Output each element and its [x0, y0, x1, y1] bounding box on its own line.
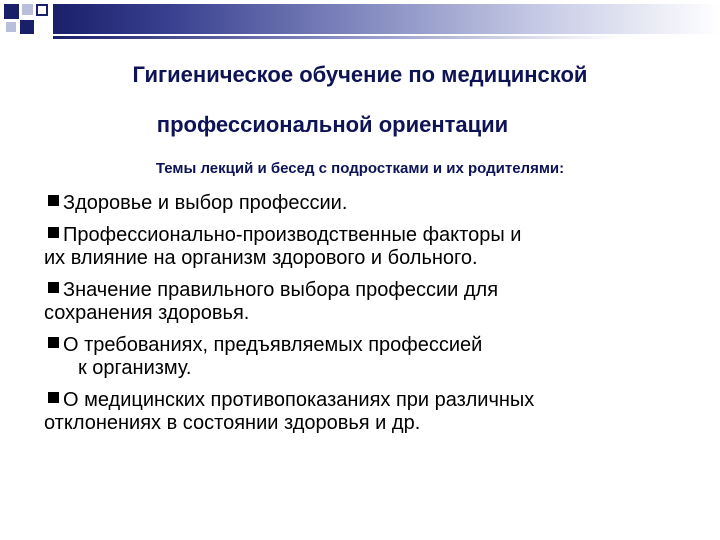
- decor-square: [6, 22, 16, 32]
- square-bullet-icon: [48, 392, 59, 403]
- header-gradient-band: [53, 4, 720, 34]
- topic-list: [44, 192, 704, 444]
- title-line-1: Гигиеническое обучение по медицинской: [132, 62, 588, 87]
- square-bullet-icon: [48, 282, 59, 293]
- decor-square: [36, 4, 48, 16]
- slide-title: [0, 50, 720, 150]
- topic-text-continued: их влияние на организм здорового и больного.: [44, 247, 478, 269]
- decor-square: [4, 4, 19, 19]
- topic-text-continued: отклонениях в состоянии здоровья и др.: [44, 412, 421, 434]
- topic-text: О медицинских противопоказаниях при различных: [63, 389, 535, 411]
- list-item: [44, 192, 704, 215]
- list-item: [44, 334, 704, 380]
- list-item: [44, 389, 704, 435]
- topic-text-continued: сохранения здоровья.: [44, 302, 250, 324]
- topic-text: Профессионально-производственные факторы и: [63, 224, 522, 246]
- square-bullet-icon: [48, 195, 59, 206]
- header-underline: [53, 36, 720, 39]
- topic-text-continued: к организму.: [78, 357, 192, 379]
- decor-square: [20, 20, 34, 34]
- list-item: [44, 279, 704, 325]
- header-decoration: [0, 0, 720, 44]
- topic-text: О требованиях, предъявляемых профессией: [63, 334, 483, 356]
- square-bullet-icon: [48, 227, 59, 238]
- topic-text: Здоровье и выбор профессии.: [63, 192, 348, 214]
- slide-subtitle: Темы лекций и бесед с подростками и их родителями:: [155, 160, 565, 177]
- square-bullet-icon: [48, 337, 59, 348]
- list-item: [44, 224, 704, 270]
- decor-square: [22, 4, 33, 15]
- topic-text: Значение правильного выбора профессии для: [63, 279, 499, 301]
- title-line-2: профессиональной ориентации: [156, 112, 509, 137]
